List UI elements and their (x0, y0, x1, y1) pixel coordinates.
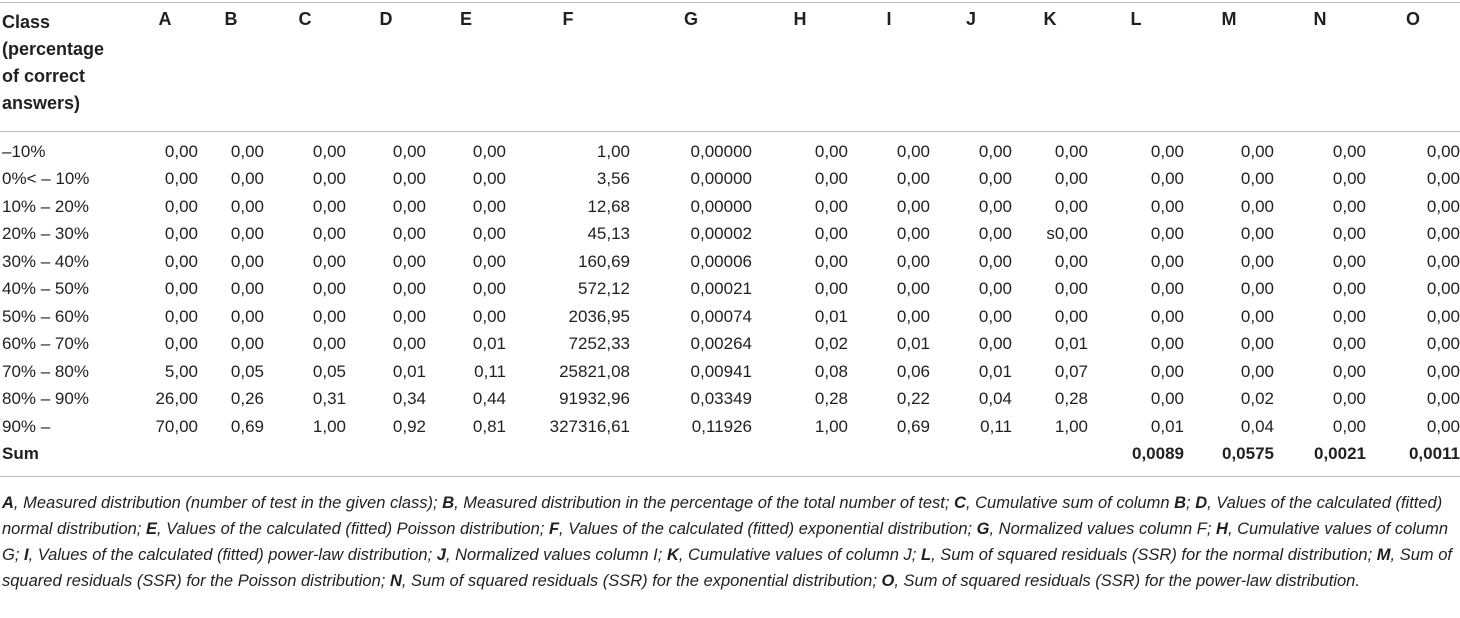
table-cell: 0,00 (230, 169, 264, 189)
column-header: B (224, 9, 238, 29)
table-cell: 0,00 (1150, 334, 1184, 354)
sum-value-n: 0,0021 (1314, 444, 1366, 464)
row-label: 50% – 60% (2, 306, 89, 326)
column-header: J (965, 9, 976, 29)
table-cell: 0,00 (392, 224, 426, 244)
table-cell: 0,00 (1240, 141, 1274, 161)
row-label: 10% – 20% (2, 196, 89, 216)
table-cell: 0,00 (1054, 141, 1088, 161)
table-row (0, 193, 1460, 221)
table-cell: 0,00 (896, 251, 930, 271)
table-cell: 0,00 (896, 141, 930, 161)
table-cell: 327316,61 (549, 416, 630, 436)
table-cell: 0,00 (1426, 224, 1460, 244)
table-cell: 0,00 (1150, 169, 1184, 189)
table-cell: 0,00 (1240, 169, 1274, 189)
table-cell: 0,00 (978, 279, 1012, 299)
row-label: 70% – 80% (2, 361, 89, 381)
column-header: K (1043, 9, 1057, 29)
table-cell: 0,11 (474, 361, 506, 381)
table-cell: 0,81 (472, 416, 506, 436)
column-header: E (459, 9, 472, 29)
table-cell: 0,00 (164, 251, 198, 271)
table-cell: 0,92 (392, 416, 426, 436)
column-header: H (793, 9, 807, 29)
table-cell: 3,56 (596, 169, 630, 189)
table-cell: 0,00 (312, 224, 346, 244)
table-cell: 0,34 (392, 389, 426, 409)
table-cell: 0,00 (472, 306, 506, 326)
table-cell: 0,00 (1240, 306, 1274, 326)
table-cell: 0,00021 (690, 279, 752, 299)
table-cell: 0,00 (1332, 416, 1366, 436)
table-cell: 572,12 (578, 279, 630, 299)
footnote-key: K (666, 546, 679, 564)
table-cell: 0,01 (392, 361, 426, 381)
empty-cell (506, 441, 630, 469)
footnote-text: , Normalized values column I; (445, 546, 667, 564)
table-cell: 0,00 (1426, 279, 1460, 299)
table-cell: 0,00 (472, 141, 506, 161)
table-cell: 0,04 (1240, 416, 1274, 436)
column-header: L (1130, 9, 1142, 29)
row-label: 90% – (2, 416, 51, 436)
table-cell: 0,00 (1332, 196, 1366, 216)
table-cell: 0,00 (1426, 141, 1460, 161)
empty-cell (752, 441, 848, 469)
table-cell: 0,00 (164, 224, 198, 244)
footnote-key: M (1376, 546, 1391, 564)
table-cell: 0,00 (392, 169, 426, 189)
table-cell: 0,00 (1054, 196, 1088, 216)
header-line: Class (2, 12, 51, 32)
table-cell: 0,01 (1054, 334, 1088, 354)
table-cell: 0,28 (1054, 389, 1088, 409)
table-cell: 0,00 (472, 196, 506, 216)
footnote-key: I (24, 546, 29, 564)
table-cell: 7252,33 (568, 334, 630, 354)
sum-value-m: 0,0575 (1222, 444, 1274, 464)
table-cell: 0,00 (392, 334, 426, 354)
table-cell: 0,00 (164, 334, 198, 354)
footnote-key: E (145, 520, 157, 538)
table-cell: 0,06 (896, 361, 930, 381)
table-cell: 70,00 (155, 416, 198, 436)
footnote-key: A (2, 494, 14, 512)
table-cell: 0,00 (814, 169, 848, 189)
column-header: A (158, 9, 172, 29)
sum-value-l: 0,0089 (1132, 444, 1184, 464)
table-cell: 0,00 (164, 279, 198, 299)
table-cell: 0,00 (1150, 279, 1184, 299)
table-cell: 0,00 (814, 196, 848, 216)
footnote-key: B (442, 494, 455, 512)
table-cell: 0,00 (472, 169, 506, 189)
table-row (0, 248, 1460, 276)
empty-cell (848, 441, 930, 469)
table-row (0, 358, 1460, 386)
row-label: 30% – 40% (2, 251, 89, 271)
table-cell: 0,00 (1240, 361, 1274, 381)
table-cell: 0,00 (1426, 416, 1460, 436)
table-cell: 0,00 (1240, 279, 1274, 299)
empty-cell (426, 441, 506, 469)
table-cell: 0,05 (230, 361, 264, 381)
table-cell: 0,00 (164, 141, 198, 161)
table-cell: 12,68 (587, 196, 630, 216)
table-cell: 0,00 (312, 334, 346, 354)
table-cell: 0,00 (1426, 361, 1460, 381)
table-cell: 0,44 (472, 389, 506, 409)
table-cell: 5,00 (164, 361, 198, 381)
table-cell: 1,00 (312, 416, 346, 436)
table-cell: 0,00 (392, 306, 426, 326)
table-cell: 45,13 (587, 224, 630, 244)
header-row (0, 9, 1460, 131)
table-cell: 0,00 (164, 169, 198, 189)
footnote-text: , Values of the calculated (fitted) normal distribution; (2, 494, 1443, 538)
row-label: 80% – 90% (2, 389, 89, 409)
table-cell: 0,00 (1332, 251, 1366, 271)
table-cell: 0,00 (1150, 361, 1184, 381)
table-cell: 0,00074 (690, 306, 752, 326)
table-cell: 0,00 (814, 251, 848, 271)
table-cell: 0,00000 (690, 169, 752, 189)
table-cell: 0,00 (1150, 251, 1184, 271)
footnote-key: C (954, 494, 966, 512)
table-cell: 0,69 (230, 416, 264, 436)
footnote-text: , Measured distribution (number of test in the given class); (13, 494, 443, 512)
column-header: F (562, 9, 574, 29)
table-cell: 0,00 (1332, 389, 1366, 409)
footnote-key: N (389, 572, 402, 590)
table-cell: 0,00 (472, 279, 506, 299)
table-cell: 0,00 (230, 224, 264, 244)
sum-value-o: 0,0011 (1408, 444, 1460, 464)
table-cell: 0,03349 (690, 389, 752, 409)
footnote-text: , Values of the calculated (fitted) Poisson distribution; (157, 520, 549, 538)
table-cell: 0,28 (814, 389, 848, 409)
footnote-key: D (1195, 494, 1208, 512)
table-cell: 0,00 (1054, 169, 1088, 189)
table-cell: 0,04 (978, 389, 1012, 409)
table-cell: 0,00 (896, 169, 930, 189)
footnote-text: , Cumulative values of column G; (2, 520, 1449, 564)
footnote-text: , Measured distribution in the percentage of the total number of test; (454, 494, 955, 512)
table-cell: 0,00 (814, 224, 848, 244)
table-cell: 0,00 (1240, 334, 1274, 354)
table-row (0, 166, 1460, 194)
footnote-text: , Cumulative values of column J; (678, 546, 921, 564)
footnote-text: , Sum of squared residuals (SSR) for the Poisson distribution; (2, 546, 1452, 590)
table-cell: 0,00 (164, 306, 198, 326)
table-cell: 26,00 (155, 389, 198, 409)
footnote-text: , Cumulative sum of column (965, 494, 1175, 512)
table-cell: 0,00 (312, 141, 346, 161)
table-cell: 0,00 (896, 224, 930, 244)
table-cell: 0,01 (978, 361, 1012, 381)
table-cell: 0,00 (1426, 389, 1460, 409)
table-cell: 0,00006 (690, 251, 752, 271)
table-cell: 0,00 (1150, 306, 1184, 326)
empty-cell (630, 441, 752, 469)
table-cell: 0,00 (1332, 334, 1366, 354)
table-cell: 0,00 (1426, 306, 1460, 326)
table-cell: 0,00 (896, 196, 930, 216)
table-cell: 0,00 (1426, 334, 1460, 354)
table-row (0, 221, 1460, 249)
table-cell: 0,00 (978, 169, 1012, 189)
table-cell: 0,00 (472, 251, 506, 271)
footnote-key: G (976, 520, 990, 538)
row-label: 40% – 50% (2, 279, 89, 299)
table-cell: 25821,08 (559, 361, 630, 381)
table-cell: s0,00 (1046, 224, 1088, 244)
table-row (0, 138, 1460, 166)
table-cell: 0,00 (1332, 224, 1366, 244)
table-cell: 0,05 (312, 361, 346, 381)
empty-cell (264, 441, 346, 469)
table-cell: 0,00 (1426, 251, 1460, 271)
table-cell: 0,26 (230, 389, 264, 409)
table-cell: 0,00 (978, 196, 1012, 216)
table-cell: 1,00 (1054, 416, 1088, 436)
table-cell: 0,00 (978, 306, 1012, 326)
table-cell: 0,00 (978, 141, 1012, 161)
table-cell: 0,00 (1240, 196, 1274, 216)
header-line: (percentage (2, 39, 105, 59)
table-cell: 0,00 (312, 169, 346, 189)
table-cell: 0,00 (392, 279, 426, 299)
table-cell: 0,00 (1240, 224, 1274, 244)
empty-cell (930, 441, 1012, 469)
row-label: –10% (2, 141, 46, 161)
table-cell: 0,00000 (690, 196, 752, 216)
table-cell: 0,00 (1054, 306, 1088, 326)
table-cell: 0,00 (164, 196, 198, 216)
bottom-rule (0, 476, 1460, 477)
table-cell: 0,00 (978, 251, 1012, 271)
empty-cell (198, 441, 264, 469)
table-cell: 0,00 (978, 224, 1012, 244)
table-cell: 0,08 (814, 361, 848, 381)
table-cell: 0,02 (814, 334, 848, 354)
header-line: answers) (2, 93, 81, 113)
table-footnote (2, 490, 1452, 594)
table-cell: 0,31 (312, 389, 346, 409)
footnote-text: ; (1186, 494, 1196, 512)
table-cell: 0,01 (814, 306, 848, 326)
footnote-text: , Normalized values column F; (989, 520, 1217, 538)
table-cell: 0,00 (1332, 141, 1366, 161)
table-cell: 0,00 (1332, 279, 1366, 299)
footnote-key: O (881, 572, 895, 590)
empty-cell (346, 441, 426, 469)
table-row (0, 276, 1460, 304)
table-cell: 0,00 (896, 279, 930, 299)
table-cell: 0,00 (1150, 389, 1184, 409)
table-cell: 1,00 (814, 416, 848, 436)
column-header: M (1221, 9, 1237, 29)
footnote-text: , Values of the calculated (fitted) power-law distribution; (28, 546, 437, 564)
empty-cell (132, 441, 198, 469)
table-cell: 91932,96 (559, 389, 630, 409)
table-cell: 0,00 (230, 141, 264, 161)
footnote-key: J (436, 546, 446, 564)
column-header: C (298, 9, 312, 29)
table-cell: 0,00 (1332, 361, 1366, 381)
table-cell: 0,00 (1426, 169, 1460, 189)
table-cell: 0,00 (392, 251, 426, 271)
table-cell: 0,00000 (690, 141, 752, 161)
table-cell: 0,00 (312, 306, 346, 326)
table-cell: 0,00 (1426, 196, 1460, 216)
table-cell: 0,00 (230, 251, 264, 271)
table-cell: 0,00 (1332, 169, 1366, 189)
table-cell: 0,00941 (690, 361, 752, 381)
table-cell: 0,00 (312, 251, 346, 271)
table-row (0, 413, 1460, 441)
footnote-text: , Sum of squared residuals (SSR) for the power-law distribution. (894, 572, 1360, 590)
top-rule (0, 2, 1460, 3)
table-cell: 0,00 (230, 196, 264, 216)
column-header: I (886, 9, 892, 29)
table-row (0, 303, 1460, 331)
sum-row (0, 441, 1460, 469)
footnote-key: L (920, 546, 932, 564)
empty-cell (1012, 441, 1088, 469)
column-header-class (0, 9, 132, 131)
footnote-text: , Values of the calculated (fitted) exponential distribution; (559, 520, 977, 538)
table-cell: 0,00002 (690, 224, 752, 244)
distribution-table (0, 9, 1460, 468)
table-cell: 0,00 (312, 279, 346, 299)
table-cell: 0,00 (1054, 279, 1088, 299)
table-cell: 0,02 (1240, 389, 1274, 409)
table-cell: 0,69 (896, 416, 930, 436)
table-cell: 1,00 (596, 141, 630, 161)
footnote-text: , Sum of squared residuals (SSR) for the exponential distribution; (401, 572, 882, 590)
table-cell: 0,00 (230, 279, 264, 299)
column-header: G (683, 9, 698, 29)
row-label: 20% – 30% (2, 224, 89, 244)
footnote-key: B (1174, 494, 1187, 512)
column-header: D (379, 9, 393, 29)
table-cell: 2036,95 (568, 306, 630, 326)
footnote-text: , Sum of squared residuals (SSR) for the normal distribution; (931, 546, 1377, 564)
table-cell: 0,00 (1150, 141, 1184, 161)
table-cell: 0,01 (896, 334, 930, 354)
table-cell: 0,00 (1150, 224, 1184, 244)
sum-label: Sum (2, 444, 39, 464)
table-cell: 0,00 (896, 306, 930, 326)
table-cell: 160,69 (578, 251, 630, 271)
row-label: 0%< – 10% (2, 169, 90, 189)
column-header: N (1313, 9, 1327, 29)
footnote-key: F (548, 520, 560, 538)
table-cell: 0,00 (472, 224, 506, 244)
table-cell: 0,00 (1054, 251, 1088, 271)
table-cell: 0,00 (392, 141, 426, 161)
table-row (0, 386, 1460, 414)
table-cell: 0,00 (1150, 196, 1184, 216)
table-row (0, 331, 1460, 359)
table-cell: 0,22 (896, 389, 930, 409)
table-cell: 0,00 (814, 141, 848, 161)
table-cell: 0,00 (814, 279, 848, 299)
table-cell: 0,00 (312, 196, 346, 216)
table-cell: 0,01 (472, 334, 506, 354)
table-cell: 0,00 (1332, 306, 1366, 326)
table-cell: 0,11 (980, 416, 1012, 436)
footnote-key: H (1216, 520, 1228, 538)
table-cell: 0,00 (230, 306, 264, 326)
table-cell: 0,01 (1150, 416, 1184, 436)
header-line: of correct (2, 66, 86, 86)
row-label: 60% – 70% (2, 334, 89, 354)
table-cell: 0,11926 (691, 416, 752, 436)
table-cell: 0,07 (1054, 361, 1088, 381)
column-header: O (1405, 9, 1420, 29)
table-cell: 0,00 (392, 196, 426, 216)
table-cell: 0,00 (1240, 251, 1274, 271)
table-cell: 0,00264 (690, 334, 752, 354)
table-cell: 0,00 (230, 334, 264, 354)
table-cell: 0,00 (978, 334, 1012, 354)
